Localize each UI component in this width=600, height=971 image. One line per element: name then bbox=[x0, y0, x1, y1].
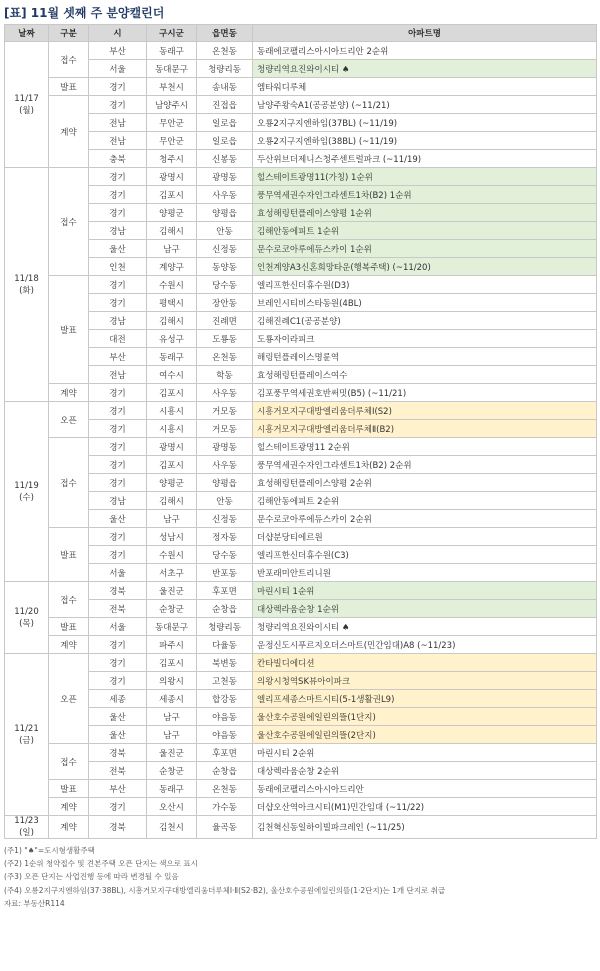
table-row bbox=[5, 258, 597, 276]
district-cell: 김해시 bbox=[147, 492, 197, 510]
col-header-town: 읍면동 bbox=[197, 25, 253, 42]
apartment-cell: 시흥거모지구대방엘리움더루체Ⅱ(B2) bbox=[253, 420, 597, 438]
date-cell: 11/17 (월) bbox=[5, 42, 49, 168]
district-cell: 남구 bbox=[147, 510, 197, 528]
table-row bbox=[5, 618, 597, 636]
city-cell: 울산 bbox=[89, 240, 147, 258]
table-row bbox=[5, 546, 597, 564]
apartment-cell: 풍무역세권수자인그라센트1차(B2) 2순위 bbox=[253, 456, 597, 474]
city-cell: 경남 bbox=[89, 312, 147, 330]
table-row bbox=[5, 600, 597, 618]
apartment-cell: 문수로코아루에듀스카이 2순위 bbox=[253, 510, 597, 528]
apartment-cell: 칸타빌디에디션 bbox=[253, 654, 597, 672]
town-cell: 도룡동 bbox=[197, 330, 253, 348]
town-cell: 청량리동 bbox=[197, 60, 253, 78]
table-header-row bbox=[5, 25, 597, 42]
apartment-cell: 마린시티 1순위 bbox=[253, 582, 597, 600]
city-cell: 경기 bbox=[89, 402, 147, 420]
town-cell: 일로읍 bbox=[197, 114, 253, 132]
town-cell: 가수동 bbox=[197, 798, 253, 816]
city-cell: 경북 bbox=[89, 816, 147, 839]
district-cell: 무안군 bbox=[147, 114, 197, 132]
town-cell: 순창읍 bbox=[197, 762, 253, 780]
district-cell: 김포시 bbox=[147, 186, 197, 204]
city-cell: 경기 bbox=[89, 78, 147, 96]
city-cell: 경기 bbox=[89, 672, 147, 690]
table-row bbox=[5, 366, 597, 384]
district-cell: 양평군 bbox=[147, 204, 197, 222]
table-row bbox=[5, 636, 597, 654]
table-row bbox=[5, 816, 597, 839]
town-cell: 당수동 bbox=[197, 546, 253, 564]
town-cell: 진례면 bbox=[197, 312, 253, 330]
date-cell: 11/20 (목) bbox=[5, 582, 49, 654]
city-cell: 경기 bbox=[89, 168, 147, 186]
table-row bbox=[5, 528, 597, 546]
city-cell: 경북 bbox=[89, 582, 147, 600]
category-cell: 접수 bbox=[49, 582, 89, 618]
city-cell: 경기 bbox=[89, 528, 147, 546]
town-cell: 광명동 bbox=[197, 168, 253, 186]
apartment-cell: 엘리프한신더휴수원(C3) bbox=[253, 546, 597, 564]
city-cell: 전북 bbox=[89, 600, 147, 618]
table-row bbox=[5, 798, 597, 816]
table-row bbox=[5, 510, 597, 528]
category-cell: 발표 bbox=[49, 780, 89, 798]
apartment-cell: 더샵오산역아크시티(M1)민간임대 (~11/22) bbox=[253, 798, 597, 816]
town-cell: 합강동 bbox=[197, 690, 253, 708]
apartment-cell: 김해안동에피트 1순위 bbox=[253, 222, 597, 240]
city-cell: 경기 bbox=[89, 204, 147, 222]
apartment-cell: 대상렉라움순창 2순위 bbox=[253, 762, 597, 780]
category-cell: 계약 bbox=[49, 384, 89, 402]
apartment-cell: 도룡자이라피크 bbox=[253, 330, 597, 348]
table-row bbox=[5, 690, 597, 708]
town-cell: 온천동 bbox=[197, 348, 253, 366]
town-cell: 사우동 bbox=[197, 456, 253, 474]
district-cell: 동래구 bbox=[147, 780, 197, 798]
city-cell: 부산 bbox=[89, 348, 147, 366]
apartment-cell: 문수로코아루에듀스카이 1순위 bbox=[253, 240, 597, 258]
town-cell: 일로읍 bbox=[197, 132, 253, 150]
date-cell: 11/18 (화) bbox=[5, 168, 49, 402]
apartment-cell: 브레인시티비스타동원(4BL) bbox=[253, 294, 597, 312]
apartment-cell: 동래에코팰리스아시아드리안 bbox=[253, 780, 597, 798]
city-cell: 경기 bbox=[89, 798, 147, 816]
source-note: 자료: 부동산R114 bbox=[4, 898, 65, 908]
city-cell: 전남 bbox=[89, 366, 147, 384]
city-cell: 울산 bbox=[89, 708, 147, 726]
district-cell: 수원시 bbox=[147, 546, 197, 564]
date-cell: 11/21 (금) bbox=[5, 654, 49, 816]
district-cell: 남양주시 bbox=[147, 96, 197, 114]
town-cell: 고천동 bbox=[197, 672, 253, 690]
district-cell: 광명시 bbox=[147, 168, 197, 186]
city-cell: 경기 bbox=[89, 186, 147, 204]
footnote-3: (주3) 오픈 단지는 사업진행 등에 따라 변경될 수 있음 bbox=[4, 872, 179, 882]
table-body bbox=[5, 42, 597, 839]
city-cell: 경기 bbox=[89, 546, 147, 564]
table-row bbox=[5, 672, 597, 690]
city-cell: 경기 bbox=[89, 654, 147, 672]
town-cell: 당수동 bbox=[197, 276, 253, 294]
category-cell: 접수 bbox=[49, 438, 89, 528]
col-header-district: 구시군 bbox=[147, 25, 197, 42]
col-header-date: 날짜 bbox=[5, 25, 49, 42]
apartment-cell: 반포래미안트리니원 bbox=[253, 564, 597, 582]
district-cell: 동래구 bbox=[147, 42, 197, 60]
table-row bbox=[5, 312, 597, 330]
district-cell: 계양구 bbox=[147, 258, 197, 276]
district-cell: 김천시 bbox=[147, 816, 197, 839]
district-cell: 평택시 bbox=[147, 294, 197, 312]
table-row bbox=[5, 402, 597, 420]
district-cell: 남구 bbox=[147, 726, 197, 744]
apartment-cell: 힐스테이트광명11 2순위 bbox=[253, 438, 597, 456]
category-cell: 접수 bbox=[49, 42, 89, 78]
table-row bbox=[5, 384, 597, 402]
apartment-cell: 풍무역세권수자인그라센트1차(B2) 1순위 bbox=[253, 186, 597, 204]
town-cell: 순창읍 bbox=[197, 600, 253, 618]
apartment-cell: 남양주왕숙A1(공공분양) (~11/21) bbox=[253, 96, 597, 114]
apartment-cell: 더샵분당티에르원 bbox=[253, 528, 597, 546]
category-cell: 계약 bbox=[49, 636, 89, 654]
city-cell: 전남 bbox=[89, 114, 147, 132]
town-cell: 다율동 bbox=[197, 636, 253, 654]
city-cell: 서울 bbox=[89, 60, 147, 78]
table-row bbox=[5, 420, 597, 438]
table-row bbox=[5, 240, 597, 258]
apartment-cell: 김천혁신동일하이빌파크레인 (~11/25) bbox=[253, 816, 597, 839]
apartment-cell: 두산위브더제니스청주센트럴파크 (~11/19) bbox=[253, 150, 597, 168]
apartment-cell: 오룡2지구지엔하임(38BL) (~11/19) bbox=[253, 132, 597, 150]
table-row bbox=[5, 114, 597, 132]
category-cell: 발표 bbox=[49, 528, 89, 582]
city-cell: 경남 bbox=[89, 222, 147, 240]
district-cell: 김포시 bbox=[147, 384, 197, 402]
district-cell: 광명시 bbox=[147, 438, 197, 456]
apartment-cell: 마린시티 2순위 bbox=[253, 744, 597, 762]
district-cell: 유성구 bbox=[147, 330, 197, 348]
category-cell: 발표 bbox=[49, 78, 89, 96]
category-cell: 오픈 bbox=[49, 654, 89, 744]
town-cell: 신봉동 bbox=[197, 150, 253, 168]
table-row bbox=[5, 186, 597, 204]
city-cell: 부산 bbox=[89, 780, 147, 798]
district-cell: 울진군 bbox=[147, 744, 197, 762]
category-cell: 계약 bbox=[49, 798, 89, 816]
table-row bbox=[5, 456, 597, 474]
district-cell: 의왕시 bbox=[147, 672, 197, 690]
category-cell: 계약 bbox=[49, 96, 89, 168]
town-cell: 야음동 bbox=[197, 708, 253, 726]
date-cell: 11/19 (수) bbox=[5, 402, 49, 582]
town-cell: 정자동 bbox=[197, 528, 253, 546]
table-title: [표] 11월 셋째 주 분양캘린더 bbox=[4, 6, 165, 20]
town-cell: 후포면 bbox=[197, 582, 253, 600]
town-cell: 안동 bbox=[197, 492, 253, 510]
town-cell: 신정동 bbox=[197, 240, 253, 258]
table-row bbox=[5, 330, 597, 348]
apartment-cell: 대상렉라움순창 1순위 bbox=[253, 600, 597, 618]
town-cell: 신정동 bbox=[197, 510, 253, 528]
table-row bbox=[5, 654, 597, 672]
city-cell: 경기 bbox=[89, 438, 147, 456]
table-row bbox=[5, 132, 597, 150]
category-cell: 접수 bbox=[49, 744, 89, 780]
table-row bbox=[5, 582, 597, 600]
table-row bbox=[5, 42, 597, 60]
city-cell: 울산 bbox=[89, 510, 147, 528]
apartment-cell: 운정신도시푸르지오더스마트(민간임대)A8 (~11/23) bbox=[253, 636, 597, 654]
district-cell: 청주시 bbox=[147, 150, 197, 168]
footnote-2: (주2) 1순위 청약접수 및 견본주택 오픈 단지는 색으로 표시 bbox=[4, 859, 198, 869]
district-cell: 김해시 bbox=[147, 312, 197, 330]
district-cell: 성남시 bbox=[147, 528, 197, 546]
district-cell: 김해시 bbox=[147, 222, 197, 240]
date-cell: 11/23 (일) bbox=[5, 816, 49, 839]
table-row bbox=[5, 96, 597, 114]
city-cell: 서울 bbox=[89, 564, 147, 582]
table-row bbox=[5, 60, 597, 78]
city-cell: 경북 bbox=[89, 744, 147, 762]
footnote-4: (주4) 오룡2지구지엔하임(37·38BL), 시흥거모지구대방엘리움더루체Ⅰ·Ⅱ(S2·B2), 울산호수공원에일린의뜰(1·2단지)는 1개 단지로 취급 bbox=[4, 885, 446, 895]
apartment-cell: 힐스테이트광명11(가칭) 1순위 bbox=[253, 168, 597, 186]
apartment-cell: 김해진례C1(공공분양) bbox=[253, 312, 597, 330]
table-row bbox=[5, 708, 597, 726]
subscription-calendar-table bbox=[4, 24, 597, 839]
apartment-cell: 엘리프세종스마트시티(5-1생활권L9) bbox=[253, 690, 597, 708]
apartment-cell: 엠타워디루체 bbox=[253, 78, 597, 96]
district-cell: 순창군 bbox=[147, 600, 197, 618]
table-row bbox=[5, 222, 597, 240]
district-cell: 파주시 bbox=[147, 636, 197, 654]
apartment-cell: 오룡2지구지엔하임(37BL) (~11/19) bbox=[253, 114, 597, 132]
town-cell: 거모동 bbox=[197, 420, 253, 438]
town-cell: 후포면 bbox=[197, 744, 253, 762]
district-cell: 시흥시 bbox=[147, 402, 197, 420]
apartment-cell: 동래에코팰리스아시아드리안 2순위 bbox=[253, 42, 597, 60]
apartment-cell: 시흥거모지구대방엘리움더루체Ⅰ(S2) bbox=[253, 402, 597, 420]
table-row bbox=[5, 276, 597, 294]
col-header-category: 구분 bbox=[49, 25, 89, 42]
table-row bbox=[5, 474, 597, 492]
category-cell: 발표 bbox=[49, 618, 89, 636]
footnote-1: (주1) "♠"=도시형생활주택 bbox=[4, 846, 95, 855]
district-cell: 순창군 bbox=[147, 762, 197, 780]
district-cell: 서초구 bbox=[147, 564, 197, 582]
town-cell: 야음동 bbox=[197, 726, 253, 744]
city-cell: 인천 bbox=[89, 258, 147, 276]
town-cell: 송내동 bbox=[197, 78, 253, 96]
district-cell: 부천시 bbox=[147, 78, 197, 96]
apartment-cell: 인천계양A3신혼희망타운(행복주택) (~11/20) bbox=[253, 258, 597, 276]
city-cell: 경기 bbox=[89, 294, 147, 312]
apartment-cell: 엘리프한신더휴수원(D3) bbox=[253, 276, 597, 294]
town-cell: 광명동 bbox=[197, 438, 253, 456]
district-cell: 동대문구 bbox=[147, 60, 197, 78]
city-cell: 대전 bbox=[89, 330, 147, 348]
city-cell: 세종 bbox=[89, 690, 147, 708]
town-cell: 사우동 bbox=[197, 384, 253, 402]
table-row bbox=[5, 150, 597, 168]
town-cell: 동양동 bbox=[197, 258, 253, 276]
district-cell: 남구 bbox=[147, 240, 197, 258]
town-cell: 반포동 bbox=[197, 564, 253, 582]
table-row bbox=[5, 78, 597, 96]
district-cell: 오산시 bbox=[147, 798, 197, 816]
town-cell: 장안동 bbox=[197, 294, 253, 312]
apartment-cell: 효성해링턴플레이스양평 1순위 bbox=[253, 204, 597, 222]
town-cell: 양평읍 bbox=[197, 474, 253, 492]
apartment-cell: 울산호수공원에일린의뜰(2단지) bbox=[253, 726, 597, 744]
table-row bbox=[5, 438, 597, 456]
town-cell: 사우동 bbox=[197, 186, 253, 204]
city-cell: 경기 bbox=[89, 276, 147, 294]
district-cell: 울진군 bbox=[147, 582, 197, 600]
district-cell: 무안군 bbox=[147, 132, 197, 150]
apartment-cell: 효성해링턴플레이스양평 2순위 bbox=[253, 474, 597, 492]
table-row bbox=[5, 744, 597, 762]
district-cell: 수원시 bbox=[147, 276, 197, 294]
city-cell: 전남 bbox=[89, 132, 147, 150]
apartment-cell: 해링턴플레이스명륜역 bbox=[253, 348, 597, 366]
town-cell: 진접읍 bbox=[197, 96, 253, 114]
city-cell: 경기 bbox=[89, 636, 147, 654]
apartment-cell: 효성해링턴플레이스여수 bbox=[253, 366, 597, 384]
district-cell: 남구 bbox=[147, 708, 197, 726]
town-cell: 안동 bbox=[197, 222, 253, 240]
category-cell: 계약 bbox=[49, 816, 89, 839]
table-row bbox=[5, 564, 597, 582]
district-cell: 여수시 bbox=[147, 366, 197, 384]
district-cell: 김포시 bbox=[147, 654, 197, 672]
town-cell: 율곡동 bbox=[197, 816, 253, 839]
district-cell: 양평군 bbox=[147, 474, 197, 492]
district-cell: 동대문구 bbox=[147, 618, 197, 636]
town-cell: 학동 bbox=[197, 366, 253, 384]
table-row bbox=[5, 492, 597, 510]
district-cell: 세종시 bbox=[147, 690, 197, 708]
footnotes bbox=[4, 844, 600, 910]
apartment-cell: 청량리역요진와이시티 ♠ bbox=[253, 618, 597, 636]
city-cell: 경기 bbox=[89, 456, 147, 474]
district-cell: 동래구 bbox=[147, 348, 197, 366]
district-cell: 시흥시 bbox=[147, 420, 197, 438]
city-cell: 경기 bbox=[89, 96, 147, 114]
town-cell: 온천동 bbox=[197, 780, 253, 798]
table-row bbox=[5, 726, 597, 744]
table-row bbox=[5, 762, 597, 780]
table-row bbox=[5, 204, 597, 222]
city-cell: 충북 bbox=[89, 150, 147, 168]
category-cell: 오픈 bbox=[49, 402, 89, 438]
city-cell: 경기 bbox=[89, 474, 147, 492]
apartment-cell: 울산호수공원에일린의뜰(1단지) bbox=[253, 708, 597, 726]
district-cell: 김포시 bbox=[147, 456, 197, 474]
city-cell: 경기 bbox=[89, 384, 147, 402]
town-cell: 온천동 bbox=[197, 42, 253, 60]
town-cell: 청량리동 bbox=[197, 618, 253, 636]
apartment-cell: 의왕시청역SK뷰아이파크 bbox=[253, 672, 597, 690]
city-cell: 울산 bbox=[89, 726, 147, 744]
town-cell: 거모동 bbox=[197, 402, 253, 420]
city-cell: 부산 bbox=[89, 42, 147, 60]
city-cell: 경기 bbox=[89, 420, 147, 438]
city-cell: 서울 bbox=[89, 618, 147, 636]
table-row bbox=[5, 294, 597, 312]
table-row bbox=[5, 168, 597, 186]
col-header-city: 시 bbox=[89, 25, 147, 42]
category-cell: 접수 bbox=[49, 168, 89, 276]
apartment-cell: 김해안동에피트 2순위 bbox=[253, 492, 597, 510]
category-cell: 발표 bbox=[49, 276, 89, 384]
city-cell: 전북 bbox=[89, 762, 147, 780]
apartment-cell: 김포풍무역세권호반써밋(B5) (~11/21) bbox=[253, 384, 597, 402]
town-cell: 양평읍 bbox=[197, 204, 253, 222]
col-header-apartment: 아파트명 bbox=[253, 25, 597, 42]
town-cell: 북변동 bbox=[197, 654, 253, 672]
city-cell: 경남 bbox=[89, 492, 147, 510]
table-row bbox=[5, 780, 597, 798]
apartment-cell: 청량리역요진와이시티 ♠ bbox=[253, 60, 597, 78]
table-row bbox=[5, 348, 597, 366]
